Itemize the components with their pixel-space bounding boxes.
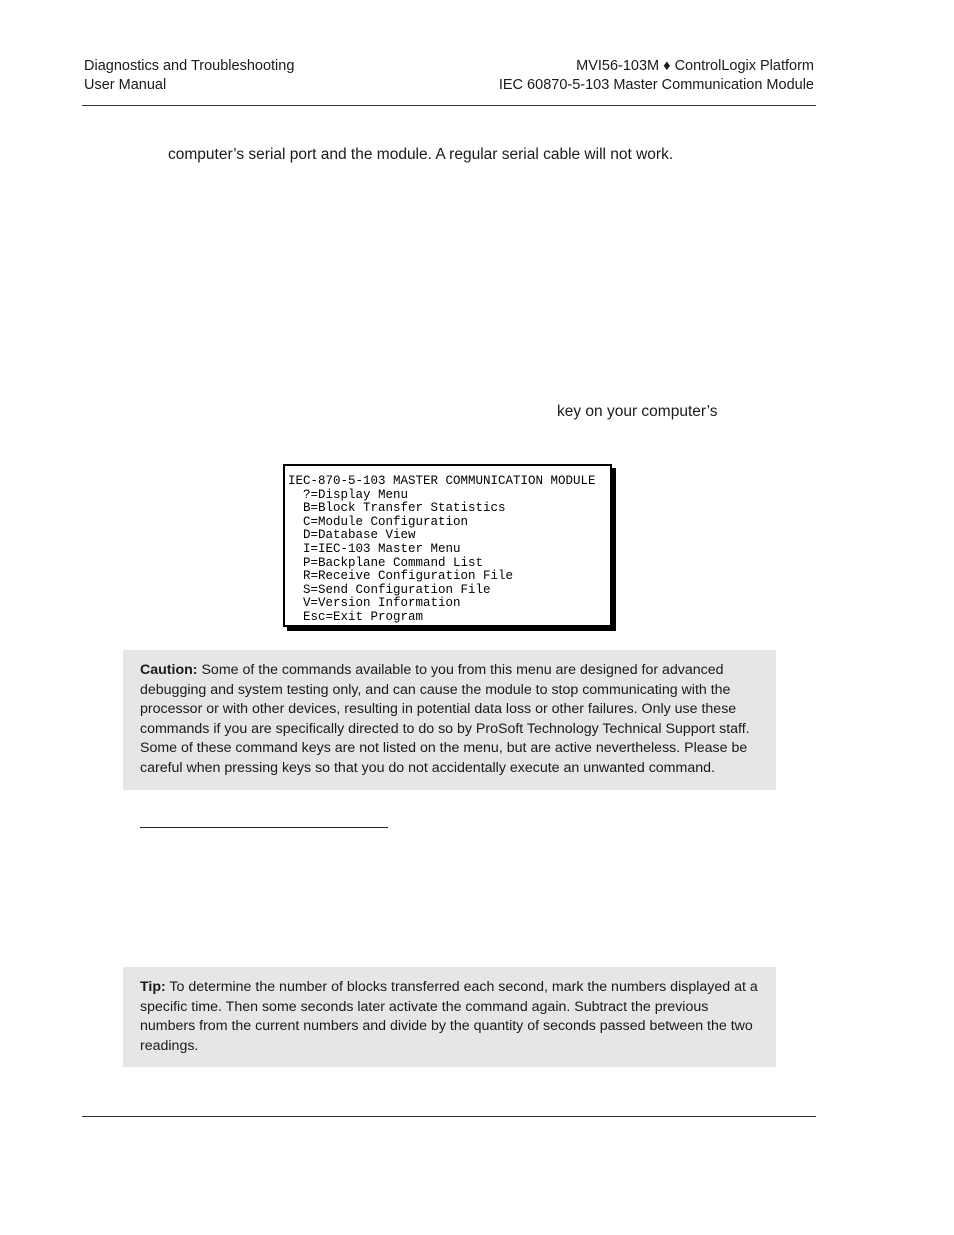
caution-text: Some of the commands available to you from this menu are designed for advanced debugging and system testing only, and can cause the module to stop communicating with the processor or with other devices, resulting in potential data loss or other failures. Only use these commands if you are specifically directed to do so by ProSoft Technology Technical Support staff. Some of these command keys are not listed on the menu, but are active nevertheless. Please be careful when pressing keys so that you do not accidentally execute an unwanted command. <box>140 662 750 776</box>
footer-rule <box>82 1116 816 1117</box>
key-instruction-text: key on your computer’s <box>557 403 718 420</box>
section-title: Diagnostics and Troubleshooting <box>84 58 295 74</box>
main-menu-screenshot <box>283 464 612 627</box>
menu-option-display-menu: ?=Display Menu <box>288 487 409 502</box>
menu-option-send-config: S=Send Configuration File <box>288 582 491 597</box>
caution-label: Caution: <box>140 662 198 678</box>
tip-label: Tip: <box>140 979 166 995</box>
manual-title: User Manual <box>84 77 167 93</box>
menu-option-backplane-list: P=Backplane Command List <box>288 555 484 570</box>
terminal-title: IEC-870-5-103 MASTER COMMUNICATION MODULE <box>288 474 596 488</box>
running-header-right <box>499 57 814 95</box>
menu-option-receive-config: R=Receive Configuration File <box>288 569 514 584</box>
menu-option-master-menu: I=IEC-103 Master Menu <box>288 541 461 556</box>
tip-box <box>123 967 776 1067</box>
menu-option-database-view: D=Database View <box>288 528 416 543</box>
product-description: IEC 60870-5-103 Master Communication Module <box>498 77 814 93</box>
header-rule <box>82 105 816 106</box>
product-platform: MVI56-103M ♦ ControlLogix Platform <box>576 58 814 74</box>
serial-cable-text: computer’s serial port and the module. A regular serial cable will not work. <box>168 146 674 163</box>
menu-option-version-info: V=Version Information <box>288 596 461 611</box>
tip-text: To determine the number of blocks transferred each second, mark the numbers displayed at a specific time. Then some seconds later activate the command again. Subtract the previous numbers from the current numbers and divide by the quantity of seconds passed between the two readings. <box>140 979 758 1054</box>
running-header-left <box>84 57 294 95</box>
menu-option-module-config: C=Module Configuration <box>288 514 469 529</box>
section-divider <box>140 827 388 828</box>
menu-option-exit: Esc=Exit Program <box>288 609 424 624</box>
caution-box <box>123 650 776 790</box>
menu-option-block-transfer: B=Block Transfer Statistics <box>288 501 506 516</box>
